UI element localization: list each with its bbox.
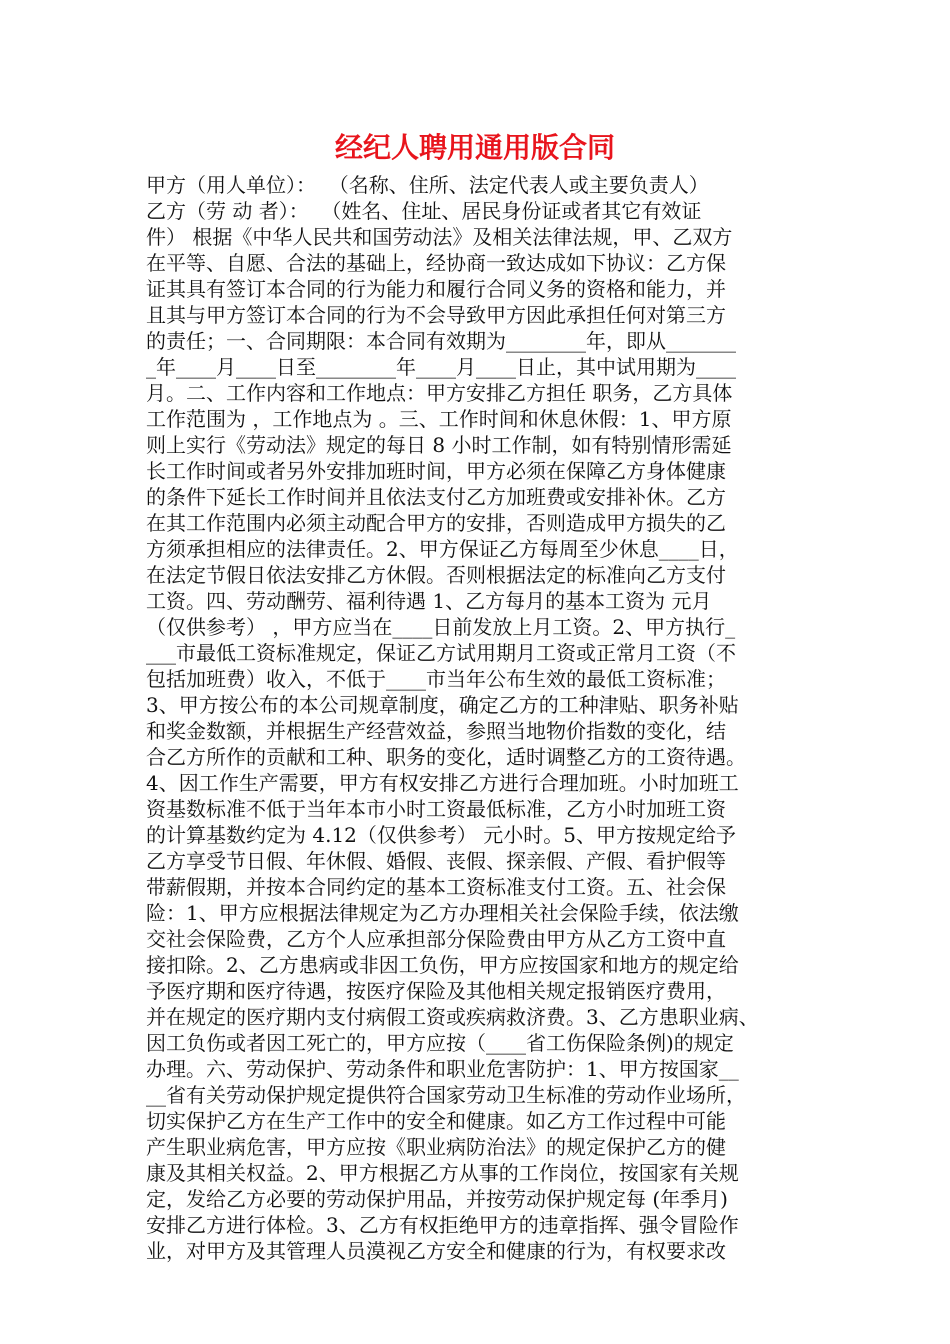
contract-text-line: _年____月____日至________年____月____日止，其中试用期为____: [146, 355, 736, 379]
contract-text-line: （仅供参考） ，甲方应当在____日前发放上月工资。2、甲方执行_: [146, 615, 736, 639]
contract-text-line: 予医疗期和医疗待遇，按医疗保险及其他相关规定报销医疗费用，: [146, 979, 726, 1003]
contract-text-line: 合乙方所作的贡献和工种、职务的变化，适时调整乙方的工资待遇。: [146, 745, 746, 769]
contract-text-line: 且其与甲方签订本合同的行为不会导致甲方因此承担任何对第三方: [146, 303, 726, 327]
contract-text-line: 在平等、自愿、合法的基础上，经协商一致达成如下协议：乙方保: [146, 251, 726, 275]
contract-text-line: 和奖金数额，并根据生产经营效益，参照当地物价指数的变化，结: [146, 719, 726, 743]
contract-text-line: 甲方（用人单位）： （名称、住所、法定代表人或主要负责人）: [146, 173, 709, 197]
contract-text-line: 定，发给乙方必要的劳动保护用品，并按劳动保护规定每 (年季月): [146, 1187, 728, 1211]
contract-text-line: 工资。四、劳动酬劳、福利待遇 1、乙方每月的基本工资为 元月: [146, 589, 712, 613]
contract-text-line: 的责任；一、合同期限：本合同有效期为________年，即从_______: [146, 329, 736, 353]
contract-body: [146, 172, 836, 1264]
contract-text-line: ___市最低工资标准规定，保证乙方试用期月工资或正常月工资（不: [146, 641, 736, 665]
contract-text-line: 险：1、甲方应根据法律规定为乙方办理相关社会保险手续，依法缴: [146, 901, 739, 925]
contract-text-line: 康及其相关权益。2、甲方根据乙方从事的工作岗位，按国家有关规: [146, 1161, 739, 1185]
contract-text-line: 则上实行《劳动法》规定的每日 8 小时工作制，如有特别情形需延: [146, 433, 732, 457]
contract-text-line: 包括加班费）收入，不低于____市当年公布生效的最低工资标准；: [146, 667, 726, 691]
contract-text-line: 3、甲方按公布的本公司规章制度，确定乙方的工种津贴、职务补贴: [146, 693, 739, 717]
contract-text-line: 证其具有签订本合同的行为能力和履行合同义务的资格和能力，并: [146, 277, 726, 301]
contract-text-line: 因工负伤或者因工死亡的，甲方应按（____省工伤保险条例)的规定: [146, 1031, 734, 1055]
contract-text-line: 办理。六、劳动保护、劳动条件和职业危害防护：1、甲方按国家__: [146, 1057, 739, 1081]
contract-text-line: 交社会保险费，乙方个人应承担部分保险费由甲方从乙方工资中直: [146, 927, 726, 951]
contract-text-line: 的条件下延长工作时间并且依法支付乙方加班费或安排补休。乙方: [146, 485, 726, 509]
contract-text-line: 件） 根据《中华人民共和国劳动法》及相关法律法规，甲、乙双方: [146, 225, 733, 249]
contract-text-line: 在法定节假日依法安排乙方休假。否则根据法定的标准向乙方支付: [146, 563, 726, 587]
contract-text-line: 工作范围为 ，工作地点为 。三、工作时间和休息休假：1、甲方原: [146, 407, 732, 431]
contract-text-line: 的计算基数约定为 4.12（仅供参考） 元小时。5、甲方按规定给予: [146, 823, 736, 847]
contract-text-line: 长工作时间或者另外安排加班时间，甲方必须在保障乙方身体健康: [146, 459, 726, 483]
contract-text-line: 月。二、工作内容和工作地点：甲方安排乙方担任 职务，乙方具体: [146, 381, 733, 405]
contract-text-line: 乙方（劳 动 者）： （姓名、住址、居民身份证或者其它有效证: [146, 199, 702, 223]
contract-text-line: 4、因工作生产需要，甲方有权安排乙方进行合理加班。小时加班工: [146, 771, 739, 795]
contract-text-line: 业，对甲方及其管理人员漠视乙方安全和健康的行为，有权要求改: [146, 1239, 726, 1263]
contract-text-line: 安排乙方进行体检。3、乙方有权拒绝甲方的违章指挥、强令冒险作: [146, 1213, 739, 1237]
contract-text-line: 在其工作范围内必须主动配合甲方的安排，否则造成甲方损失的乙: [146, 511, 726, 535]
contract-text-line: 接扣除。2、乙方患病或非因工负伤，甲方应按国家和地方的规定给: [146, 953, 739, 977]
contract-text-line: 切实保护乙方在生产工作中的安全和健康。如乙方工作过程中可能: [146, 1109, 726, 1133]
contract-text-line: 产生职业病危害，甲方应按《职业病防治法》的规定保护乙方的健: [146, 1135, 726, 1159]
contract-text-line: 资基数标准不低于当年本市小时工资最低标准，乙方小时加班工资: [146, 797, 726, 821]
contract-text-line: 带薪假期，并按本合同约定的基本工资标准支付工资。五、社会保: [146, 875, 726, 899]
contract-text-line: __省有关劳动保护规定提供符合国家劳动卫生标准的劳动作业场所，: [146, 1083, 746, 1107]
contract-text-line: 乙方享受节日假、年休假、婚假、丧假、探亲假、产假、看护假等: [146, 849, 726, 873]
contract-text-line: 方须承担相应的法律责任。2、甲方保证乙方每周至少休息____日，: [146, 537, 739, 561]
contract-text-line: 并在规定的医疗期内支付病假工资或疾病救济费。3、乙方患职业病、: [146, 1005, 759, 1029]
document-title: 经纪人聘用通用版合同: [334, 131, 615, 164]
